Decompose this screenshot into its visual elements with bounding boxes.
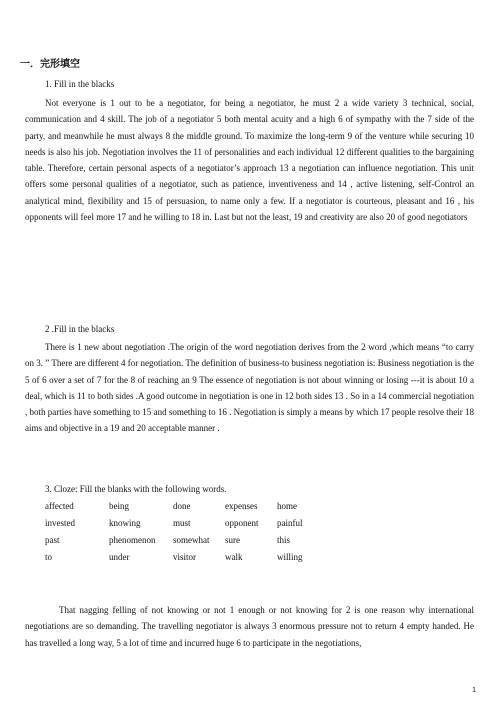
word-bank-item: willing — [277, 552, 303, 562]
exercise-2-title: 2 .Fill in the blacks — [45, 324, 115, 334]
exercise-3-title: 3. Cloze: Fill the blanks with the following words. — [45, 484, 227, 494]
exercise-1-text: Not everyone is 1 out to be a negotiator, for being a negotiator, he must 2 a wide variety 3 technical, social, communication and 4 skill. The job of a negotiator 5 both mental acuity and a high 6 of sympathy with the 7 side of the party, and meanwhile he must always 8 the middle ground. To maximize the long-term 9 of the venture while securing 10 needs is also his job. Negotiation involves the 11 of personalities and each individual 12 different qualities to the bargaining table. Therefore, certain personal aspects of a negotiator’s approach 13 a negotiation can influence negotiation. This unit offers some personal qualities of a negotiator, such as patience, inventiveness and 14 , active listening, self-Control an analytical mind, flexibility and 15 of persuasion, to name only a few. If a negotiator is courteous, pleasant and 16 , his opponents will feel more 17 and he willing to 18 in. Last but not the least, 19 and creativity are also 20 of good negotiators — [25, 98, 474, 223]
word-bank — [45, 500, 345, 563]
word-bank-item: past — [45, 535, 60, 545]
word-bank-item: visitor — [173, 552, 197, 562]
word-bank-item: being — [109, 501, 129, 511]
word-bank-item: under — [109, 552, 130, 562]
word-bank-item: somewhat — [173, 535, 210, 545]
exercise-2-text: There is 1 new about negotiation .The origin of the word negotiation derives from the 2 word ,which means “to carry on 3. ” There are different 4 for negotiation. The definition of business-to business negotiation is: Business negotiation is the 5 of 6 over a set of 7 for the 8 of reaching an 9 The essence of negotiation is not about winning or losing ---it is about 10 a deal, which is 11 to both sides .A good outcome in negotiation is one in 12 both sides 13 . So in a 14 commercial negotiation , both parties have something to 15 and something to 16 . Negotiation is simply a means by which 17 people resolve their 18 aims and objective in a 19 and 20 acceptable manner . — [25, 342, 474, 434]
exercise-2-paragraph — [25, 339, 474, 437]
word-bank-item: this — [277, 535, 291, 545]
word-bank-item: phenomenon — [109, 535, 156, 545]
exercise-3-paragraph — [25, 602, 474, 651]
exercise-3-text: That nagging felling of not knowing or not 1 enough or not knowing for 2 is one reason why international negotiations are so demanding. The travelling negotiator is always 3 enormous pressure not to return 4 empty handed. He has travelled a long way, 5 a lot of time and incurred huge 6 to participate in the negotiations, — [25, 605, 474, 648]
word-bank-item: must — [173, 518, 191, 528]
word-bank-item: done — [173, 501, 191, 511]
section-heading: 一．完形填空 — [20, 59, 80, 70]
word-bank-item: to — [45, 552, 53, 562]
word-bank-item: opponent — [225, 518, 259, 528]
word-bank-item: sure — [225, 535, 240, 545]
word-bank-item: invested — [45, 518, 75, 528]
word-bank-item: affected — [45, 501, 74, 511]
word-bank-item: walk — [225, 552, 243, 562]
word-bank-item: expenses — [225, 501, 258, 511]
word-bank-item: home — [277, 501, 297, 511]
page-number: 1 — [472, 687, 476, 694]
word-bank-item: painful — [277, 518, 303, 528]
exercise-1-title: 1. Fill in the blacks — [45, 79, 115, 89]
exercise-1-paragraph — [25, 95, 474, 225]
word-bank-item: knowing — [109, 518, 141, 528]
